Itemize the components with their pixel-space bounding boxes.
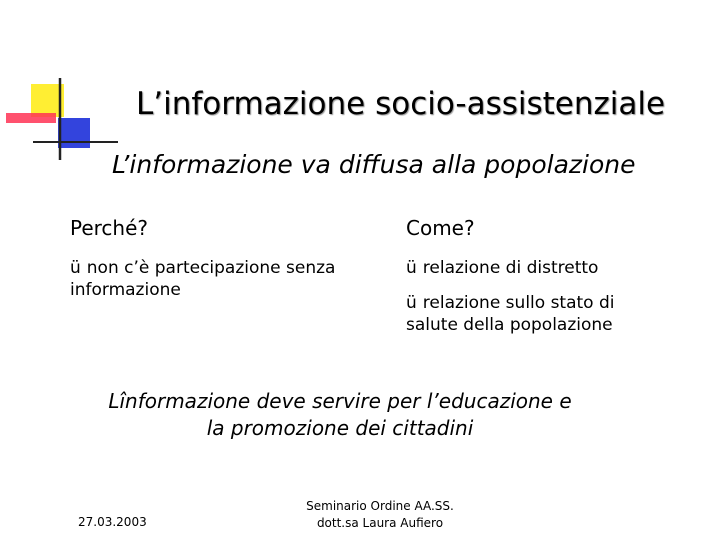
list-item-text: relazione di distretto bbox=[422, 258, 599, 278]
footer-author: dott.sa Laura Aufiero bbox=[316, 516, 444, 530]
list-item bbox=[70, 257, 370, 301]
title-decoration bbox=[0, 0, 120, 170]
deco-red-bar bbox=[6, 113, 56, 123]
closing-note-line-1: Lînformazione deve servire per l’educazione e bbox=[108, 389, 572, 413]
list-item-text: non c’è partecipazione senza informazione bbox=[70, 258, 336, 300]
closing-note-line-2: la promozione dei cittadini bbox=[206, 416, 474, 440]
closing-note bbox=[60, 388, 620, 442]
deco-blue-square bbox=[58, 118, 90, 148]
list-item bbox=[406, 292, 641, 336]
right-column-heading: Come? bbox=[406, 216, 475, 240]
check-icon: ü bbox=[70, 258, 81, 278]
left-column-heading: Perché? bbox=[70, 216, 149, 240]
footer-seminar: Seminario Ordine AA.SS. bbox=[306, 499, 454, 513]
footer-credits bbox=[290, 498, 470, 532]
footer-date: 27.03.2003 bbox=[78, 515, 147, 529]
slide-subtitle: L’informazione va diffusa alla popolazione bbox=[112, 150, 636, 179]
slide-title: L’informazione socio-assistenziale bbox=[136, 86, 666, 122]
check-icon: ü bbox=[406, 293, 417, 313]
list-item-text: relazione sullo stato di salute della popolazione bbox=[406, 293, 615, 335]
list-item bbox=[406, 257, 656, 279]
check-icon: ü bbox=[406, 258, 417, 278]
